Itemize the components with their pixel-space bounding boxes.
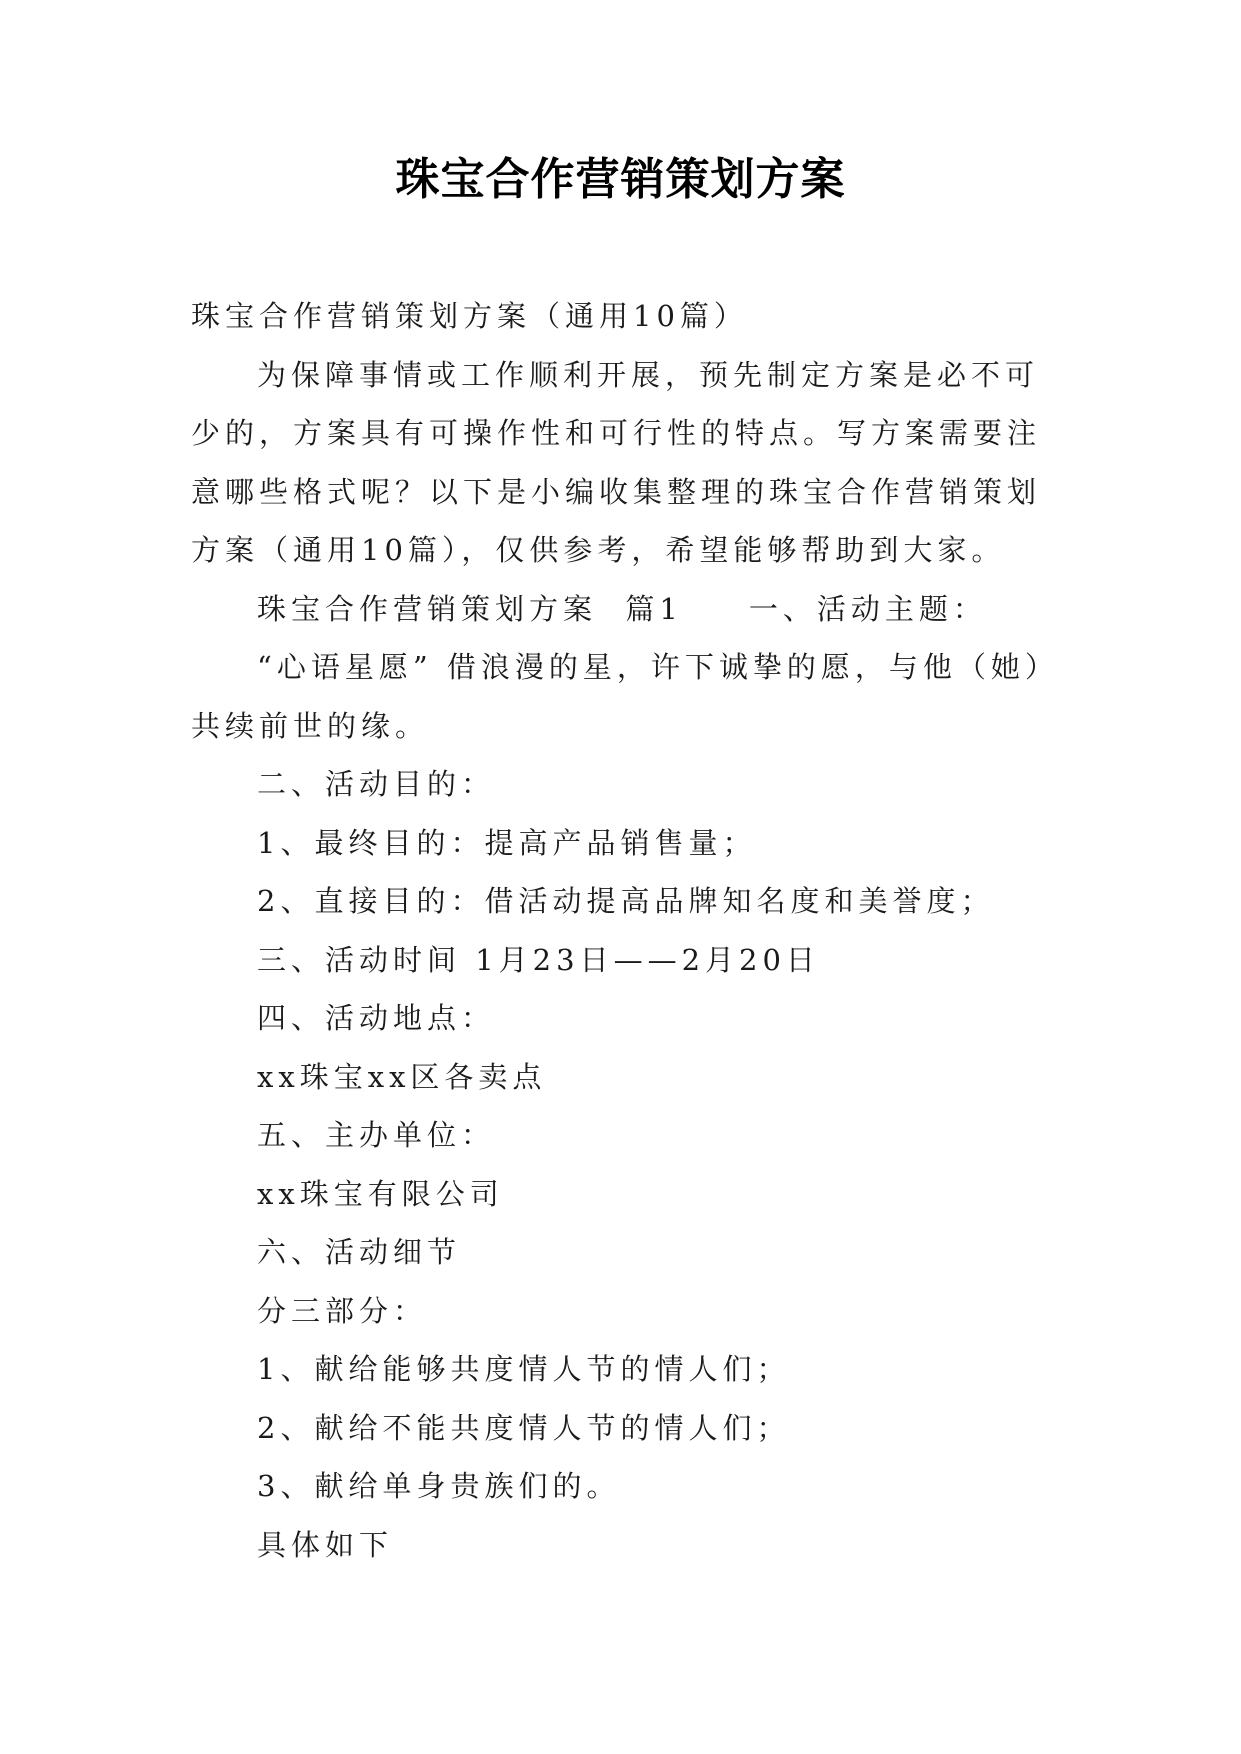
goal-item-1: 1、最终目的：提高产品销售量； [257,825,757,860]
activity-location: xx珠宝xx区各卖点 [257,1059,547,1094]
intro-paragraph: 为保障事情或工作顺利开展，预先制定方案是必不可少的，方案具有可操作性和可行性的特点。写方案需要注意哪些格式呢？以下是小编收集整理的珠宝合作营销策划方案（通用10篇），仅供参考，希望能够帮助到大家。 [191,357,1042,567]
article-heading: 珠宝合作营销策划方案 篇1 [257,591,683,626]
activity-theme-text: “心语星愿” 借浪漫的星，许下诚挚的愿，与他（她）共续前世的缘。 [191,650,1059,743]
activity-goal-heading: 二、活动目的： [257,767,496,801]
subtitle-line: 珠宝合作营销策划方案（通用10篇） [191,299,748,333]
document-title: 珠宝合作营销策划方案 [395,154,846,205]
organizer-heading: 五、主办单位： [257,1118,496,1152]
activity-details-heading: 六、活动细节 [257,1235,462,1269]
section-heading-line [191,580,1061,639]
activity-location-heading: 四、活动地点： [257,1001,496,1035]
part-item-1: 1、献给能够共度情人节的情人们； [257,1352,791,1386]
details-intro: 具体如下 [257,1527,394,1562]
activity-theme-heading: 一、活动主题： [748,591,987,626]
activity-time: 三、活动时间 1月23日——2月20日 [257,942,820,977]
goal-item-2: 2、直接目的：借活动提高品牌知名度和美誉度； [257,884,995,918]
part-item-3: 3、献给单身贵族们的。 [257,1469,621,1503]
document-body [191,287,1061,1574]
three-parts-line: 分三部分： [257,1293,428,1328]
organizer-name: xx珠宝有限公司 [257,1176,504,1211]
part-item-2: 2、献给不能共度情人节的情人们； [257,1410,791,1445]
